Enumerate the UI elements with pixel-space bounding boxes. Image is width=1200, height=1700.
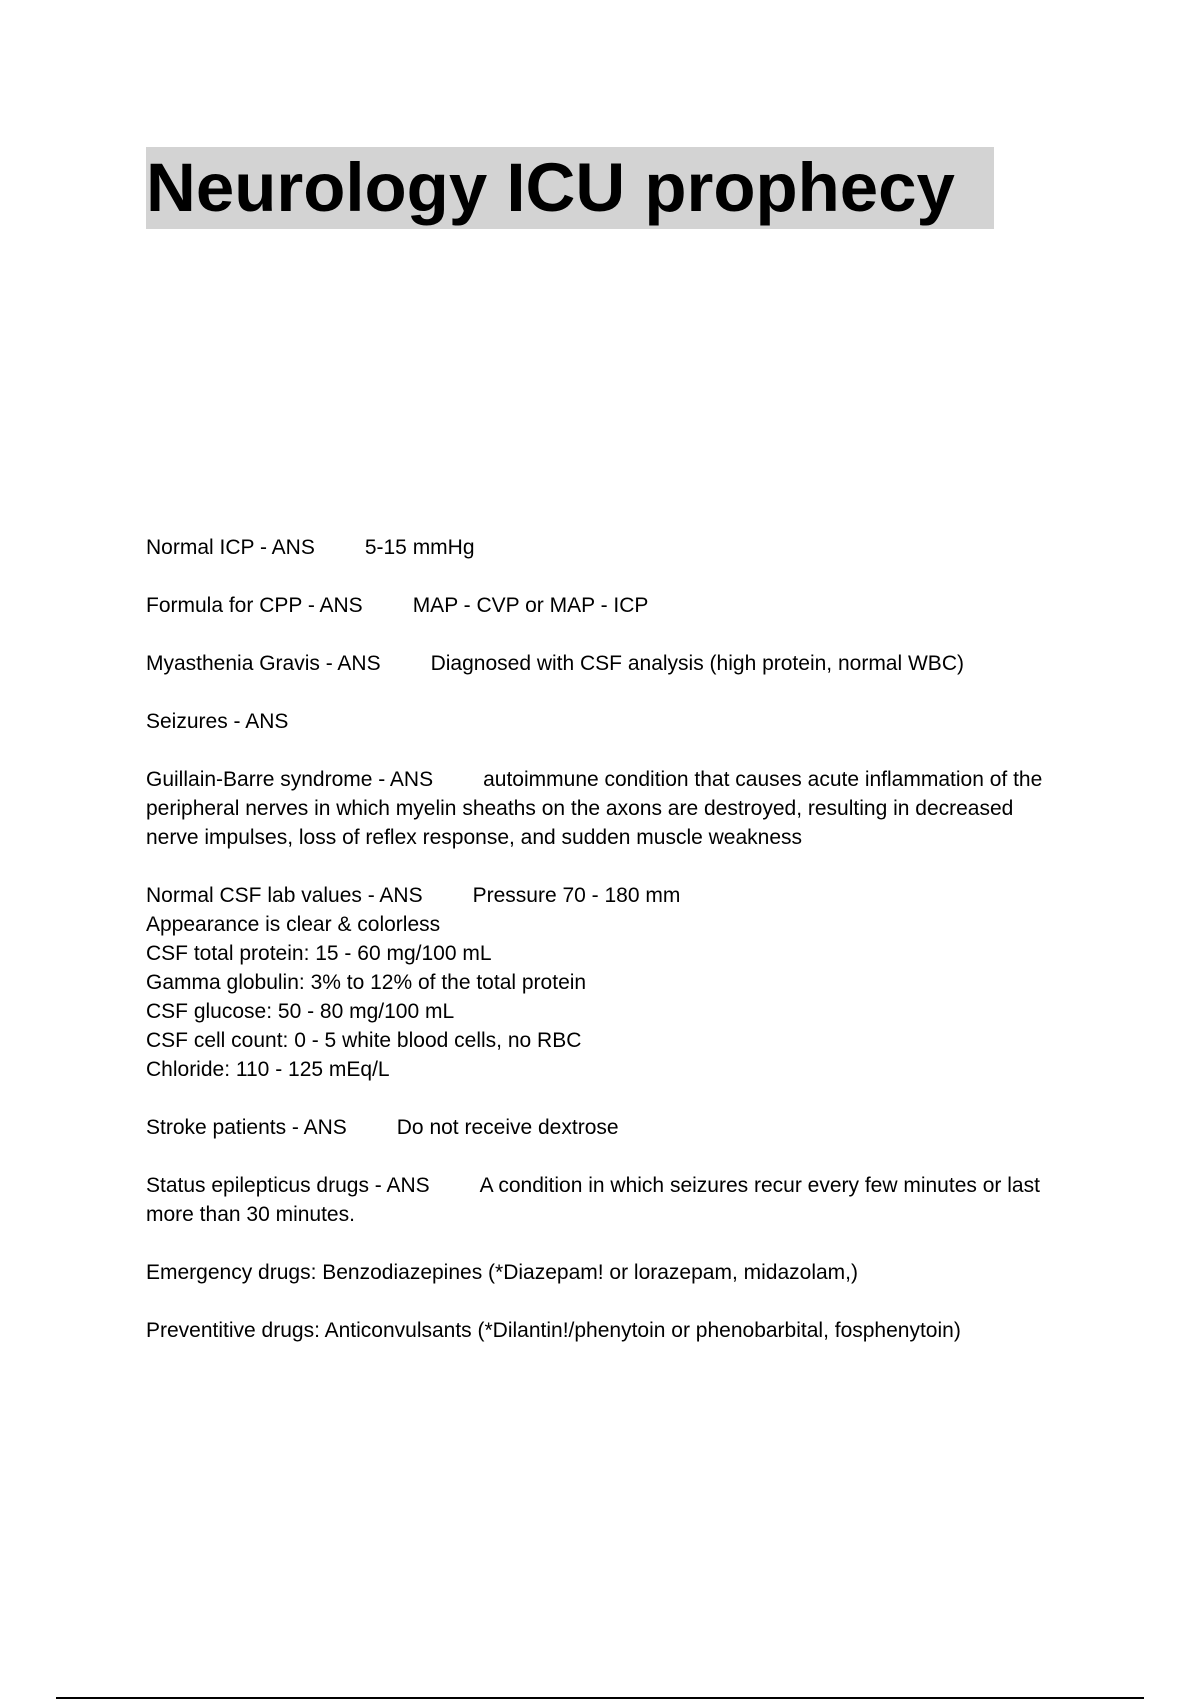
entry-first-line xyxy=(146,533,1096,562)
entry-preventitive-drugs xyxy=(146,1316,1096,1345)
entry-emergency-drugs xyxy=(146,1258,1096,1287)
entry-cpp-formula xyxy=(146,591,1096,620)
entry-first-line xyxy=(146,591,1096,620)
entry-first-line xyxy=(146,881,1096,910)
entry-guillain-barre xyxy=(146,765,1096,852)
entry-answer: A condition in which seizures recur every few minutes or last xyxy=(479,1174,1040,1197)
entry-seizures xyxy=(146,707,1096,736)
entry-first-line xyxy=(146,707,1096,736)
entry-continuation: Emergency drugs: Benzodiazepines (*Diazepam! or lorazepam, midazolam,) xyxy=(146,1261,858,1284)
entry-answer: Do not receive dextrose xyxy=(396,1116,619,1139)
entry-question: Formula for CPP - ANS xyxy=(146,594,363,617)
entry-continuation: Chloride: 110 - 125 mEq/L xyxy=(146,1058,390,1081)
entry-continuation: more than 30 minutes. xyxy=(146,1203,355,1226)
entry-normal-csf-values xyxy=(146,881,1096,1084)
entry-stroke-patients xyxy=(146,1113,1096,1142)
page-title: Neurology ICU prophecy xyxy=(146,147,994,229)
entry-first-line xyxy=(146,1171,1096,1200)
entry-question: Normal ICP - ANS xyxy=(146,536,315,559)
entry-myasthenia-gravis xyxy=(146,649,1096,678)
flashcard-list xyxy=(146,533,1096,1374)
entry-first-line xyxy=(146,765,1096,794)
entry-question: Guillain-Barre syndrome - ANS xyxy=(146,768,434,791)
entry-normal-icp xyxy=(146,533,1096,562)
entry-first-line xyxy=(146,649,1096,678)
entry-question: Normal CSF lab values - ANS xyxy=(146,884,423,907)
entry-continuation: nerve impulses, loss of reflex response, and sudden muscle weakness xyxy=(146,826,803,849)
entry-question: Status epilepticus drugs - ANS xyxy=(146,1174,430,1197)
entry-continuation: CSF glucose: 50 - 80 mg/100 mL xyxy=(146,1000,455,1023)
entry-first-line xyxy=(146,1113,1096,1142)
entry-status-epilepticus xyxy=(146,1171,1096,1229)
entry-answer: autoimmune condition that causes acute inflammation of the xyxy=(483,768,1043,791)
entry-continuation: Appearance is clear & colorless xyxy=(146,913,441,936)
entry-answer: Pressure 70 - 180 mm xyxy=(472,884,681,907)
entry-continuation: CSF cell count: 0 - 5 white blood cells, no RBC xyxy=(146,1029,582,1052)
entry-answer: MAP - CVP or MAP - ICP xyxy=(412,594,649,617)
entry-question: Stroke patients - ANS xyxy=(146,1116,347,1139)
entry-answer: Diagnosed with CSF analysis (high protein, normal WBC) xyxy=(430,652,964,675)
entry-continuation: peripheral nerves in which myelin sheaths on the axons are destroyed, resulting in decreased xyxy=(146,797,1014,820)
entry-continuation: CSF total protein: 15 - 60 mg/100 mL xyxy=(146,942,492,965)
page-bottom-divider xyxy=(56,1697,1144,1699)
entry-continuation: Preventitive drugs: Anticonvulsants (*Dilantin!/phenytoin or phenobarbital, fosphenytoin) xyxy=(146,1319,961,1342)
entry-question: Myasthenia Gravis - ANS xyxy=(146,652,381,675)
entry-answer: 5-15 mmHg xyxy=(364,536,475,559)
entry-continuation: Gamma globulin: 3% to 12% of the total protein xyxy=(146,971,587,994)
entry-question: Seizures - ANS xyxy=(146,710,289,733)
